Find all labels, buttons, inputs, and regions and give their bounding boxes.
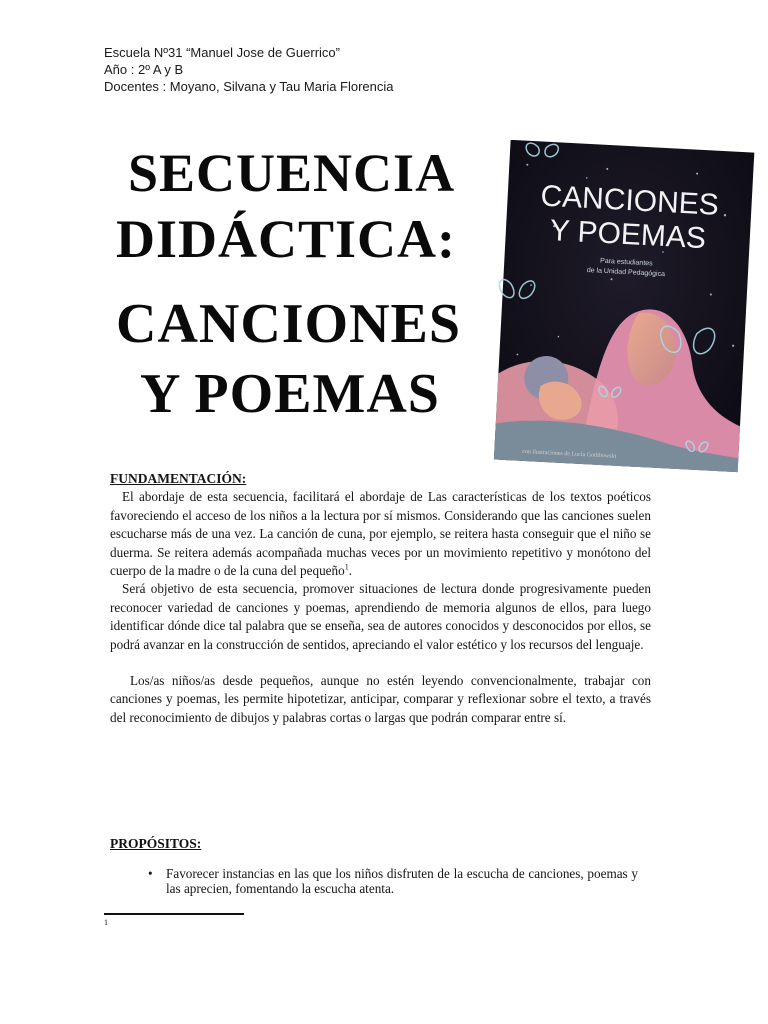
title-line-1: SECUENCIA	[128, 143, 456, 203]
title-line-4: Y POEMAS	[140, 363, 440, 425]
footnote-ref: 1	[344, 562, 349, 572]
paragraph-spacer	[110, 654, 651, 672]
bullet-icon: •	[148, 866, 153, 881]
title-line-3: CANCIONES	[116, 293, 462, 355]
cover-title-2: Y POEMAS	[549, 214, 707, 256]
paragraph-1-text: El abordaje de esta secuencia, facilitará el abordaje de Las características de los textos poéticos favoreciendo el acceso de los niños a la lectura por sí mismos. Considerando que las canciones suelen escucharse más de una vez. La canción de cuna, por ejemplo, se reitera hasta conseguir que el niño se duerma. Se reitera además acompañada muchas veces por un movimiento repetitivo y monótono del cuerpo de la madre o de la cuna del pequeño	[110, 489, 651, 579]
school-name: Escuela Nº31 “Manuel Jose de Guerrico”	[104, 45, 340, 60]
cover-subtitle-2: de la Unidad Pedagógica	[586, 267, 666, 279]
title-line-2: DIDÁCTICA:	[116, 209, 457, 269]
school-year: Año : 2º A y B	[104, 62, 184, 77]
paragraph-1	[110, 488, 651, 580]
propositos-heading: PROPÓSITOS:	[110, 836, 202, 851]
document-header	[104, 44, 394, 95]
fundamentacion-section	[110, 470, 651, 727]
paragraph-2: Será objetivo de esta secuencia, promover situaciones de lectura donde progresivamente pueden reconocer variedad de canciones y poemas, aprendiendo de memoria algunos de ellos, para luego identificar dónde dice tal palabra que se enseña, sea de autores conocidos y desconocidos por ellos, se podrá avanzar en la construcción de sentidos, apreciando el valor estético y los recursos del lenguaje.	[110, 581, 651, 652]
book-cover-image	[490, 140, 758, 476]
fundamentacion-heading: FUNDAMENTACIÓN:	[110, 471, 247, 486]
footnote-separator	[104, 913, 244, 915]
cover-credit: con ilustraciones de Lucía Gotlibowski	[522, 448, 617, 460]
cover-subtitle-1: Para estudiantes	[599, 257, 653, 268]
cover-title-1: CANCIONES	[539, 179, 720, 222]
teachers: Docentes : Moyano, Silvana y Tau Maria Florencia	[104, 79, 394, 94]
paragraph-3: Los/as niños/as desde pequeños, aunque no estén leyendo convencionalmente, trabajar con canciones y poemas, les permite hipotetizar, anticipar, comparar y reflexionar sobre el texto, a través del reconocimiento de dibujos y palabras cortas o largas que podrán comparar entre sí.	[110, 673, 651, 725]
propositos-item-text: Favorecer instancias en las que los niños disfruten de la escucha de canciones, poemas y las aprecien, fomentando la escucha atenta.	[166, 866, 638, 896]
footnote-number: 1	[104, 918, 108, 927]
paragraph-1-end: .	[348, 563, 352, 579]
propositos-list-item	[148, 866, 638, 896]
